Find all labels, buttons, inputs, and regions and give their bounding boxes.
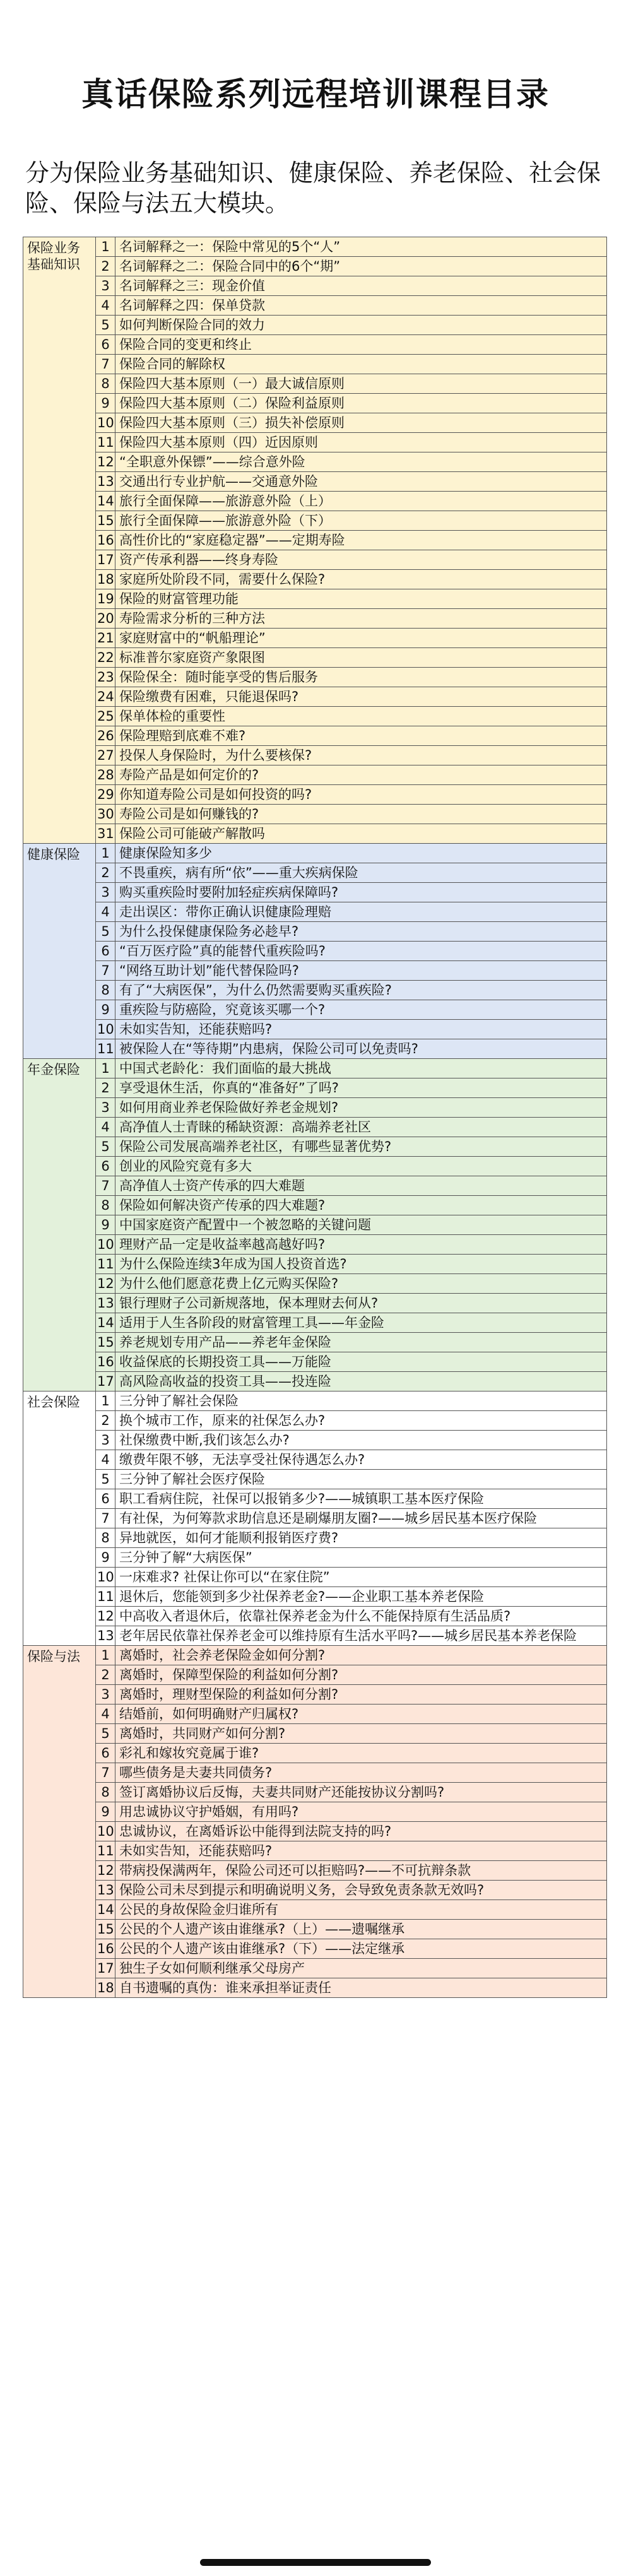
table-row [23,1705,607,1724]
table-row [23,492,607,511]
table-row [23,1078,607,1098]
table-row [23,1626,607,1646]
course-title: 标准普尔家庭资产象限图 [115,648,607,668]
table-row [23,589,607,609]
item-number: 14 [96,492,115,511]
item-number: 13 [96,1294,115,1313]
table-row [23,1333,607,1352]
table-row [23,1763,607,1783]
table-row [23,296,607,316]
item-number: 5 [96,1470,115,1489]
item-number: 3 [96,1098,115,1118]
course-title: 保险公司发展高端养老社区，有哪些显著优势? [115,1137,607,1157]
table-row [23,1255,607,1274]
table-row [23,550,607,570]
item-number: 9 [96,394,115,413]
table-row [23,961,607,981]
item-number: 7 [96,1763,115,1783]
home-indicator [200,2559,431,2566]
course-title: 一床难求? 社保让你可以“在家住院” [115,1568,607,1587]
course-title: 中国家庭资产配置中一个被忽略的关键问题 [115,1215,607,1235]
table-row [23,1431,607,1450]
course-title: 如何用商业养老保险做好养老金规划? [115,1098,607,1118]
course-title: 高净值人士青睐的稀缺资源：高端养老社区 [115,1118,607,1137]
course-title: “全职意外保镖”——综合意外险 [115,452,607,472]
course-title: 创业的风险究竟有多大 [115,1157,607,1176]
course-title: 离婚时，社会养老保险金如何分割? [115,1646,607,1665]
table-row [23,942,607,961]
item-number: 18 [96,570,115,589]
section-name: 健康保险 [23,844,96,1059]
table-row [23,1802,607,1822]
table-row [23,1900,607,1920]
item-number: 10 [96,1568,115,1587]
item-number: 9 [96,1215,115,1235]
item-number: 16 [96,1939,115,1959]
table-row [23,844,607,863]
table-row [23,863,607,883]
course-title: 为什么他们愿意花费上亿元购买保险? [115,1274,607,1294]
course-title: 被保险人在“等待期”内患病，保险公司可以免责吗? [115,1039,607,1059]
intro-text: 分为保险业务基础知识、健康保险、养老保险、社会保险、保险与法五大模块。 [25,159,601,217]
table-row [23,1646,607,1665]
course-title: 换个城市工作，原来的社保怎么办? [115,1411,607,1431]
table-row [23,1196,607,1215]
table-row [23,726,607,746]
course-title: 保险四大基本原则（一）最大诚信原则 [115,374,607,394]
item-number: 5 [96,316,115,335]
table-row [23,1724,607,1744]
item-number: 9 [96,1548,115,1568]
table-row [23,257,607,276]
item-number: 17 [96,550,115,570]
item-number: 2 [96,1411,115,1431]
course-title: 离婚时，共同财产如何分割? [115,1724,607,1744]
item-number: 4 [96,902,115,922]
table-row [23,1881,607,1900]
item-number: 5 [96,922,115,942]
course-title: 公民的身故保险金归谁所有 [115,1900,607,1920]
item-number: 11 [96,433,115,452]
item-number: 13 [96,472,115,492]
item-number: 12 [96,452,115,472]
item-number: 15 [96,511,115,531]
item-number: 7 [96,961,115,981]
item-number: 2 [96,863,115,883]
table-row [23,1274,607,1294]
course-table [23,237,607,1998]
item-number: 3 [96,883,115,902]
course-title: 异地就医，如何才能顺利报销医疗费? [115,1528,607,1548]
item-number: 9 [96,1802,115,1822]
item-number: 7 [96,1176,115,1196]
item-number: 1 [96,1059,115,1078]
item-number: 17 [96,1959,115,1978]
course-title: 有了“大病医保”，为什么仍然需要购买重疾险? [115,981,607,1000]
course-title: 结婚前，如何明确财产归属权? [115,1705,607,1724]
item-number: 2 [96,1078,115,1098]
table-row [23,1215,607,1235]
item-number: 29 [96,785,115,805]
table-row [23,629,607,648]
course-title: 交通出行专业护航——交通意外险 [115,472,607,492]
item-number: 8 [96,981,115,1000]
table-row [23,1489,607,1509]
course-title: 公民的个人遗产该由谁继承?（上）——遗嘱继承 [115,1920,607,1939]
table-row [23,237,607,257]
table-row [23,687,607,707]
table-row [23,1157,607,1176]
course-title: 社保缴费中断,我们该怎么办? [115,1431,607,1450]
section-name: 社会保险 [23,1391,96,1646]
course-title: 离婚时，保障型保险的利益如何分割? [115,1665,607,1685]
course-title: “百万医疗险”真的能替代重疾险吗? [115,942,607,961]
table-row [23,1822,607,1841]
table-row [23,609,607,629]
table-row [23,1372,607,1391]
course-title: 保险如何解决资产传承的四大难题? [115,1196,607,1215]
item-number: 15 [96,1920,115,1939]
table-row [23,433,607,452]
course-title: 如何判断保险合同的效力 [115,316,607,335]
item-number: 9 [96,1000,115,1020]
item-number: 11 [96,1039,115,1059]
course-title: 名词解释之三：现金价值 [115,276,607,296]
table-row [23,1098,607,1118]
course-title: 保险四大基本原则（三）损失补偿原则 [115,413,607,433]
table-row [23,1450,607,1470]
course-title: 保险合同的变更和终止 [115,335,607,355]
table-row [23,1587,607,1607]
item-number: 28 [96,765,115,785]
table-row [23,1176,607,1196]
course-title: 家庭所处阶段不同，需要什么保险? [115,570,607,589]
table-row [23,1039,607,1059]
course-title: 保险缴费有困难，只能退保吗? [115,687,607,707]
table-row [23,707,607,726]
course-title: 未如实告知，还能获赔吗? [115,1841,607,1861]
table-row [23,1920,607,1939]
item-number: 5 [96,1137,115,1157]
table-row [23,1411,607,1431]
item-number: 1 [96,1646,115,1665]
item-number: 19 [96,589,115,609]
table-row [23,276,607,296]
item-number: 1 [96,237,115,257]
item-number: 8 [96,1783,115,1802]
item-number: 1 [96,1391,115,1411]
table-row [23,765,607,785]
table-row [23,1568,607,1587]
item-number: 16 [96,1352,115,1372]
course-title: 带病投保满两年，保险公司还可以拒赔吗?——不可抗辩条款 [115,1861,607,1881]
item-number: 12 [96,1274,115,1294]
item-number: 12 [96,1607,115,1626]
item-number: 11 [96,1255,115,1274]
course-title: 寿险需求分析的三种方法 [115,609,607,629]
item-number: 4 [96,1705,115,1724]
course-title: 收益保底的长期投资工具——万能险 [115,1352,607,1372]
table-row [23,1978,607,1998]
table-row [23,531,607,550]
course-title: 旅行全面保障——旅游意外险（下） [115,511,607,531]
course-title: 名词解释之二：保险合同中的6个“期” [115,257,607,276]
table-row [23,335,607,355]
course-title: 银行理财子公司新规落地，保本理财去何从? [115,1294,607,1313]
item-number: 5 [96,1724,115,1744]
item-number: 2 [96,257,115,276]
item-number: 3 [96,1431,115,1450]
table-row [23,1783,607,1802]
course-title: 家庭财富中的“帆船理论” [115,629,607,648]
item-number: 8 [96,1196,115,1215]
table-row [23,374,607,394]
course-title: 未如实告知，还能获赔吗? [115,1020,607,1039]
course-title: 三分钟了解社会保险 [115,1391,607,1411]
course-title: 健康保险知多少 [115,844,607,863]
item-number: 6 [96,1489,115,1509]
course-title: 保险合同的解除权 [115,355,607,374]
course-title: 重疾险与防癌险，究竟该买哪一个? [115,1000,607,1020]
item-number: 4 [96,1450,115,1470]
item-number: 14 [96,1900,115,1920]
course-title: 名词解释之一：保险中常见的5个“人” [115,237,607,257]
course-title: 名词解释之四：保单贷款 [115,296,607,316]
item-number: 6 [96,1157,115,1176]
table-row [23,413,607,433]
course-title: 三分钟了解社会医疗保险 [115,1470,607,1489]
course-title: 为什么保险连续3年成为国人投资首选? [115,1255,607,1274]
table-row [23,1059,607,1078]
item-number: 22 [96,648,115,668]
item-number: 16 [96,531,115,550]
item-number: 7 [96,1509,115,1528]
item-number: 10 [96,413,115,433]
table-row [23,1665,607,1685]
table-row [23,1391,607,1411]
item-number: 24 [96,687,115,707]
course-title: 中高收入者退休后，依靠社保养老金为什么不能保持原有生活品质? [115,1607,607,1626]
course-title: 投保人身保险时，为什么要核保? [115,746,607,765]
item-number: 18 [96,1978,115,1998]
item-number: 10 [96,1020,115,1039]
course-title: 高净值人士资产传承的四大难题 [115,1176,607,1196]
table-row [23,1509,607,1528]
item-number: 17 [96,1372,115,1391]
course-title: 养老规划专用产品——养老年金保险 [115,1333,607,1352]
table-row [23,1294,607,1313]
table-row [23,981,607,1000]
item-number: 4 [96,1118,115,1137]
item-number: 31 [96,824,115,844]
course-title: 中国式老龄化：我们面临的最大挑战 [115,1059,607,1078]
table-row [23,824,607,844]
course-title: 保险四大基本原则（二）保险利益原则 [115,394,607,413]
course-title: 保险的财富管理功能 [115,589,607,609]
table-row [23,922,607,942]
course-title: 保险保全：随时能享受的售后服务 [115,668,607,687]
item-number: 2 [96,1665,115,1685]
item-number: 7 [96,355,115,374]
course-title: 保险公司未尽到提示和明确说明义务，会导致免责条款无效吗? [115,1881,607,1900]
course-title: 高风险高收益的投资工具——投连险 [115,1372,607,1391]
table-row [23,1744,607,1763]
table-row [23,1861,607,1881]
course-title: 理财产品一定是收益率越高越好吗? [115,1235,607,1255]
item-number: 11 [96,1587,115,1607]
course-title: 哪些债务是夫妻共同债务? [115,1763,607,1783]
item-number: 26 [96,726,115,746]
course-title: 签订离婚协议后反悔，夫妻共同财产还能按协议分割吗? [115,1783,607,1802]
table-row [23,1020,607,1039]
course-title: 保单体检的重要性 [115,707,607,726]
course-title: 寿险产品是如何定价的? [115,765,607,785]
course-title: 走出误区：带你正确认识健康险理赔 [115,902,607,922]
item-number: 8 [96,374,115,394]
course-title: 购买重疾险时要附加轻症疾病保障吗? [115,883,607,902]
table-row [23,883,607,902]
course-title: 退休后，您能领到多少社保养老金?——企业职工基本养老保险 [115,1587,607,1607]
course-title: 适用于人生各阶段的财富管理工具——年金险 [115,1313,607,1333]
course-title: 有社保，为何筹款求助信息还是刷爆朋友圈?——城乡居民基本医疗保险 [115,1509,607,1528]
course-title: 高性价比的“家庭稳定器”——定期寿险 [115,531,607,550]
table-row [23,1939,607,1959]
course-title: 保险公司可能破产解散吗 [115,824,607,844]
item-number: 13 [96,1881,115,1900]
item-number: 4 [96,296,115,316]
course-title: 独生子女如何顺利继承父母房产 [115,1959,607,1978]
course-title: 寿险公司是如何赚钱的? [115,805,607,824]
course-title: 自书遗嘱的真伪：谁来承担举证责任 [115,1978,607,1998]
course-title: 忠诚协议，在离婚诉讼中能得到法院支持的吗? [115,1822,607,1841]
table-row [23,472,607,492]
section-name: 保险业务基础知识 [23,237,96,844]
item-number: 21 [96,629,115,648]
item-number: 11 [96,1841,115,1861]
table-row [23,668,607,687]
table-row [23,1235,607,1255]
table-row [23,1959,607,1978]
table-row [23,902,607,922]
table-row [23,570,607,589]
item-number: 1 [96,844,115,863]
course-title: 资产传承利器——终身寿险 [115,550,607,570]
table-row [23,394,607,413]
table-row [23,511,607,531]
table-row [23,785,607,805]
item-number: 10 [96,1822,115,1841]
table-row [23,1528,607,1548]
section-name: 年金保险 [23,1059,96,1391]
course-title: 你知道寿险公司是如何投资的吗? [115,785,607,805]
course-table-body [23,237,607,1998]
item-number: 30 [96,805,115,824]
table-row [23,1313,607,1333]
course-title: 职工看病住院，社保可以报销多少?——城镇职工基本医疗保险 [115,1489,607,1509]
table-row [23,1118,607,1137]
course-title: 不畏重疾，病有所“依”——重大疾病保险 [115,863,607,883]
section-name: 保险与法 [23,1646,96,1998]
table-row [23,452,607,472]
course-title: 旅行全面保障——旅游意外险（上） [115,492,607,511]
item-number: 3 [96,276,115,296]
course-title: 老年居民依靠社保养老金可以维持原有生活水平吗?——城乡居民基本养老保险 [115,1626,607,1646]
item-number: 12 [96,1861,115,1881]
item-number: 23 [96,668,115,687]
item-number: 8 [96,1528,115,1548]
course-title: 缴费年限不够，无法享受社保待遇怎么办? [115,1450,607,1470]
course-title: 保险四大基本原则（四）近因原则 [115,433,607,452]
table-row [23,1352,607,1372]
course-title: 三分钟了解“大病医保” [115,1548,607,1568]
item-number: 14 [96,1313,115,1333]
table-row [23,1000,607,1020]
course-title: 离婚时，理财型保险的利益如何分割? [115,1685,607,1705]
item-number: 20 [96,609,115,629]
item-number: 3 [96,1685,115,1705]
item-number: 27 [96,746,115,765]
course-title: 保险理赔到底难不难? [115,726,607,746]
course-title: 公民的个人遗产该由谁继承?（下）——法定继承 [115,1939,607,1959]
course-title: 享受退休生活，你真的“准备好”了吗? [115,1078,607,1098]
table-row [23,1548,607,1568]
table-row [23,1607,607,1626]
course-title: 用忠诚协议守护婚姻，有用吗? [115,1802,607,1822]
course-title: 为什么投保健康保险务必趁早? [115,922,607,942]
table-row [23,355,607,374]
table-row [23,1470,607,1489]
table-row [23,316,607,335]
table-row [23,746,607,765]
course-title: “网络互助计划”能代替保险吗? [115,961,607,981]
item-number: 15 [96,1333,115,1352]
item-number: 25 [96,707,115,726]
item-number: 6 [96,1744,115,1763]
item-number: 13 [96,1626,115,1646]
table-row [23,805,607,824]
item-number: 6 [96,942,115,961]
table-row [23,1841,607,1861]
course-title: 彩礼和嫁妆究竟属于谁? [115,1744,607,1763]
page-title: 真话保险系列远程培训课程目录 [81,76,550,114]
table-row [23,1685,607,1705]
item-number: 10 [96,1235,115,1255]
table-row [23,1137,607,1157]
table-row [23,648,607,668]
item-number: 6 [96,335,115,355]
